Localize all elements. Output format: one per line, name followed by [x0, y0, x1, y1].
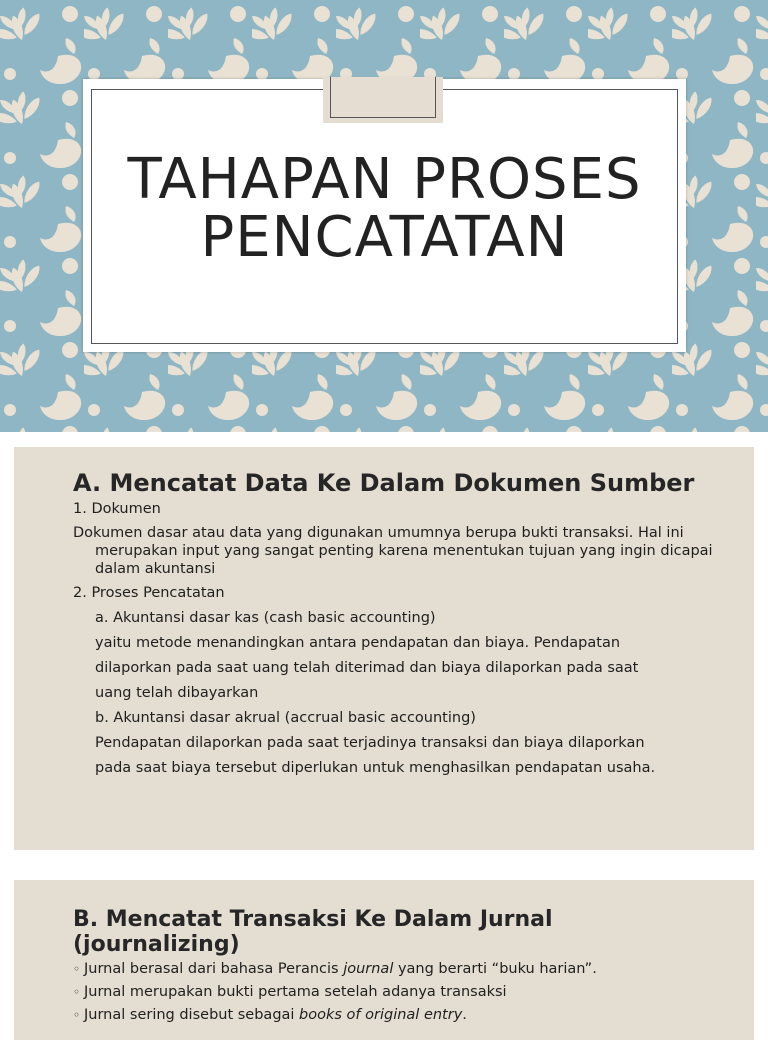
sub-a-line-3: uang telah dibayarkan	[95, 685, 259, 701]
title-card	[83, 79, 686, 352]
sub-a-label: a. Akuntansi dasar kas (cash basic accounting)	[95, 610, 436, 626]
section-heading-b: B. Mencatat Transaksi Ke Dalam Jurnal (journalizing)	[73, 907, 553, 957]
title-tab	[323, 77, 443, 123]
item-1-text: Dokumen dasar atau data yang digunakan umumnya berupa bukti transaksi. Hal ini merupakan input yang sangat penting karena menentukan tujuan yang ingin dicapai dalam akuntansi	[73, 525, 713, 577]
sub-b-line-2: pada saat biaya tersebut diperlukan untuk menghasilkan pendapatan usaha.	[95, 760, 656, 776]
bullet-marker: ◦	[73, 962, 81, 976]
bullet-marker: ◦	[73, 985, 81, 999]
sub-b-label: b. Akuntansi dasar akrual (accrual basic accounting)	[95, 710, 476, 726]
sub-a-line-2: dilaporkan pada saat uang telah diterimad dan biaya dilaporkan pada saat	[95, 660, 639, 676]
slide-content	[73, 469, 714, 777]
bullet-item: ◦ Jurnal sering disebut sebagai books of original entry.	[73, 1007, 467, 1023]
slide-mencatat-data	[14, 447, 754, 850]
title-line-1: TAHAPAN PROSES	[127, 147, 642, 212]
sub-a-line-1: yaitu metode menandingkan antara pendapatan dan biaya. Pendapatan	[95, 635, 621, 651]
title-line-2: PENCATATAN	[200, 205, 569, 270]
sub-b-line-1: Pendapatan dilaporkan pada saat terjadinya transaksi dan biaya dilaporkan	[95, 735, 645, 751]
item-1-label: 1. Dokumen	[73, 501, 161, 517]
slide-title	[83, 147, 686, 270]
slide-mencatat-transaksi	[14, 880, 754, 1040]
item-2-label: 2. Proses Pencatatan	[73, 585, 225, 601]
title-slide	[0, 0, 768, 432]
bullet-item: ◦ Jurnal berasal dari bahasa Perancis journal yang berarti “buku harian”.	[73, 961, 597, 977]
bullet-marker: ◦	[73, 1008, 81, 1022]
bullet-item: ◦ Jurnal merupakan bukti pertama setelah adanya transaksi	[73, 984, 507, 1000]
section-heading-a: A. Mencatat Data Ke Dalam Dokumen Sumber	[73, 469, 695, 497]
slide-content	[73, 907, 714, 1024]
